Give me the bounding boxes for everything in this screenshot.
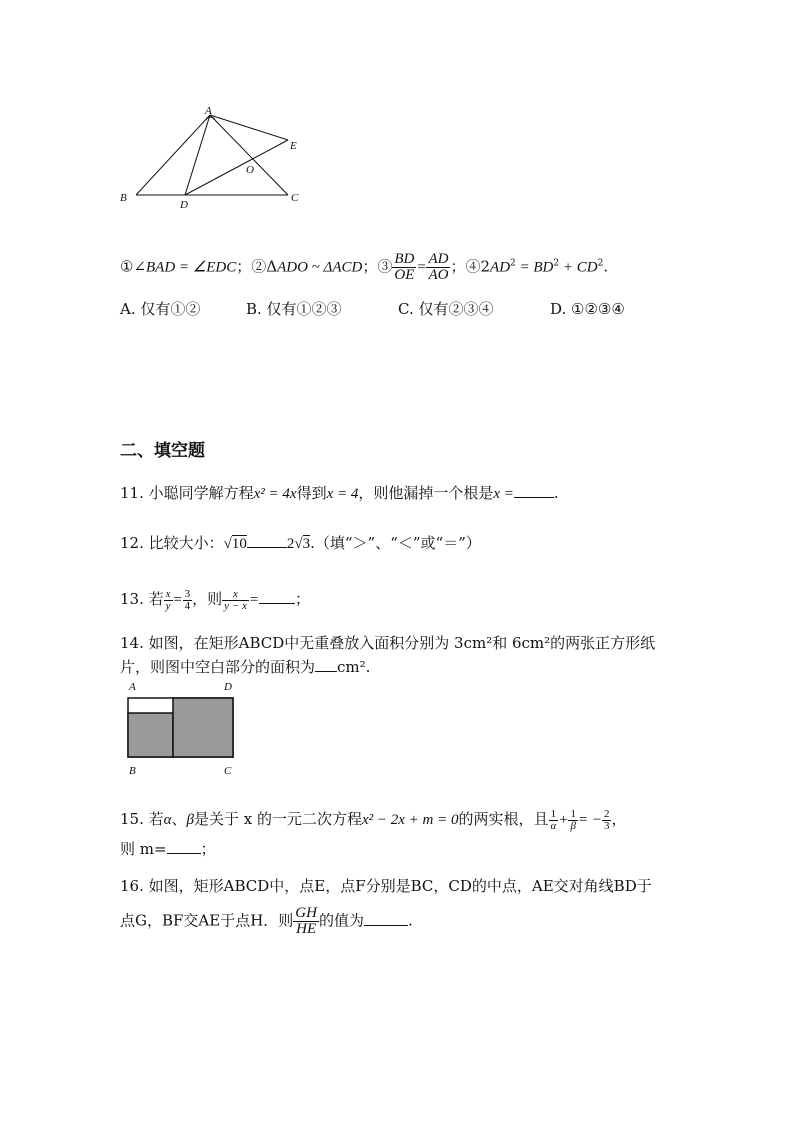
rect-label-a: A: [129, 681, 136, 693]
label-b: B: [120, 192, 127, 204]
option-c: C. 仅有②③④: [398, 300, 494, 318]
question-14-line1: 14. 如图，在矩形ABCD中无重叠放入面积分别为 3cm²和 6cm²的两张正方形纸: [120, 634, 656, 652]
answer-blank-12: [247, 533, 287, 548]
question-16-line1: 16. 如图，矩形ABCD中，点E，点F分别是BC，CD的中点，AE交对角线BD于: [120, 877, 652, 895]
label-d: D: [180, 199, 188, 211]
question-11: 11. 小聪同学解方程x² = 4x得到x = 4，则他漏掉一个根是x = .: [120, 484, 559, 502]
answer-blank-11: [514, 483, 554, 498]
label-c: C: [291, 192, 299, 204]
question-15-line1: 15. 若α、β是关于 x 的一元二次方程x² − 2x + m = 0的两实根，且 $\frac{1}{\alpha}$ + $\frac{1}{\beta}$ = − $\frac{2}{3}$ ，: [120, 807, 627, 832]
question-13: 13. 若 $\frac{x}{y}$ = $\frac{3}{4}$ ，则 $\frac{x}{y - x}$ = ；: [120, 587, 310, 612]
option-a: A. 仅有①②: [120, 300, 201, 318]
rect-label-c: C: [224, 765, 232, 777]
question-14-line2: 片，则图中空白部分的面积为 cm².: [120, 658, 371, 676]
rect-label-d: D: [224, 681, 232, 693]
label-o: O: [246, 164, 254, 176]
rectangle-figure: [118, 680, 248, 780]
question-15-line2: 则 m= ；: [120, 840, 216, 858]
label-a: A: [205, 105, 212, 117]
answer-blank-13: [259, 589, 295, 604]
answer-blank-15: [167, 839, 201, 854]
label-e: E: [290, 140, 297, 152]
triangle-figure: [110, 100, 320, 215]
question-12: 12. 比较大小：√10 2√3.（填“＞”、“＜”或“＝”）: [120, 534, 481, 552]
answer-blank-16: [364, 911, 408, 926]
section-title: 二、填空题: [120, 441, 205, 461]
rect-label-b: B: [129, 765, 136, 777]
question-16-line2: 点G，BF交AE于点H．则 $\frac{GH}{HE}$ 的值为 .: [120, 905, 413, 937]
option-b: B. 仅有①②③: [246, 300, 342, 318]
q10-statements: ①∠BAD = ∠EDC；②ΔADO ~ ΔACD；③ $\frac{BD}{OE}$ = $\frac{AD}{AO}$ ；$④2AD^2 = BD^2 + CD^2$.: [120, 251, 609, 283]
answer-blank-14: [315, 657, 337, 672]
option-d: D. ①②③④: [550, 300, 625, 318]
